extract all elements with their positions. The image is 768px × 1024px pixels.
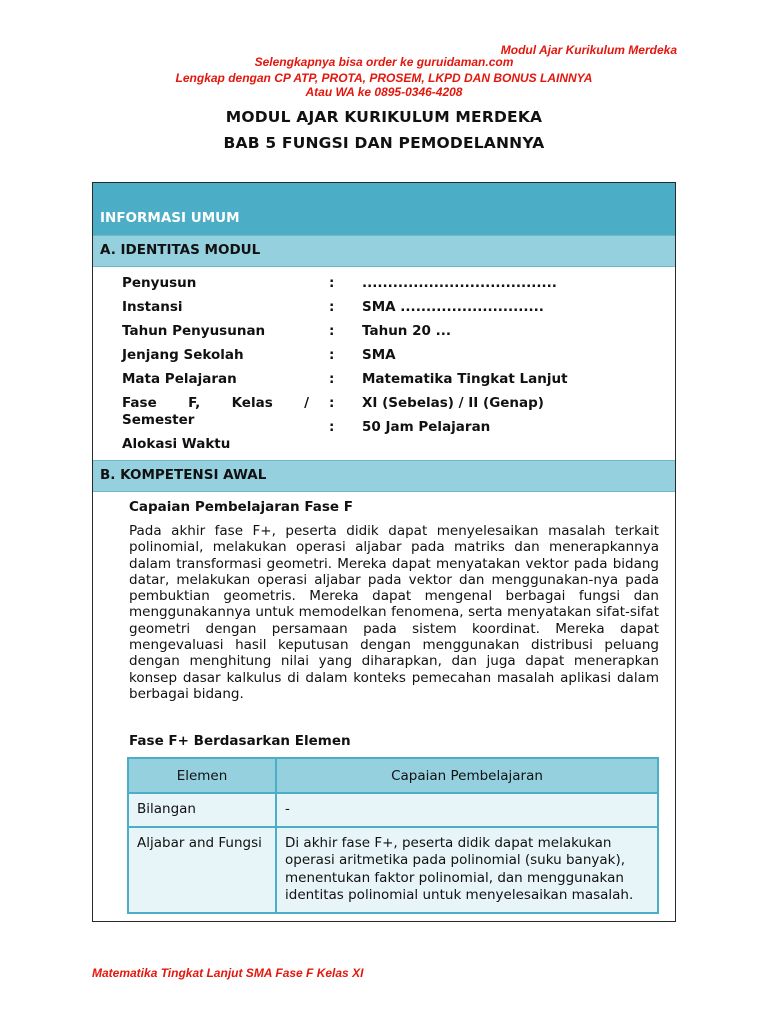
table-cell-elemen: Bilangan	[128, 793, 276, 827]
id-label: Instansi	[122, 299, 183, 315]
general-info-band	[93, 183, 675, 235]
table-header-elemen: Elemen	[128, 758, 276, 793]
id-label: Tahun Penyusunan	[122, 323, 266, 339]
cp-title: Capaian Pembelajaran Fase F	[129, 499, 353, 515]
id-label	[122, 395, 309, 411]
id-label: Mata Pelajaran	[122, 371, 237, 387]
id-label-word: F,	[188, 395, 201, 411]
id-value: 50 Jam Pelajaran	[362, 419, 491, 435]
promo-line-2: Lengkap dengan CP ATP, PROTA, PROSEM, LKPD DAN BONUS LAINNYA	[175, 71, 593, 85]
elemen-table	[127, 757, 659, 914]
id-colon: :	[329, 275, 335, 291]
id-label: Jenjang Sekolah	[122, 347, 244, 363]
id-value: Matematika Tingkat Lanjut	[362, 371, 568, 387]
general-info-heading: INFORMASI UMUM	[100, 210, 240, 226]
section-b-heading: B. KOMPETENSI AWAL	[100, 467, 267, 483]
id-colon: :	[329, 347, 335, 363]
id-label-word: Kelas	[231, 395, 273, 411]
promo-line-1: Selengkapnya bisa order ke guruidaman.com	[254, 55, 514, 69]
table-header-row	[128, 758, 658, 793]
chapter-title: BAB 5 FUNGSI DAN PEMODELANNYA	[223, 134, 545, 152]
info-frame	[92, 182, 676, 922]
id-label-word: /	[304, 395, 309, 411]
table-cell-elemen: Aljabar and Fungsi	[128, 827, 276, 913]
id-value: SMA ............................	[362, 299, 544, 315]
table-cell-capaian: -	[276, 793, 658, 827]
section-a-band	[93, 235, 675, 267]
id-value: ......................................	[362, 275, 557, 291]
table-cell-capaian: Di akhir fase F+, peserta didik dapat melakukan operasi aritmetika pada polinomial (suku banyak), menentukan faktor polinomial, dan menggunakan identitas polinomial untuk menyelesaikan masalah.	[276, 827, 658, 913]
id-value: Tahun 20 ...	[362, 323, 451, 339]
id-colon: :	[329, 395, 335, 411]
promo-line-3: Atau WA ke 0895-0346-4208	[305, 85, 463, 99]
id-label: Alokasi Waktu	[122, 436, 231, 452]
id-value: XI (Sebelas) / II (Genap)	[362, 395, 544, 411]
id-label-word: Fase	[122, 395, 157, 411]
table-row	[128, 793, 658, 827]
id-label-line2: Semester	[122, 412, 195, 428]
cp-paragraph: Pada akhir fase F+, peserta didik dapat menyelesaikan masalah terkait polinomial, melakukan operasi aljabar pada matriks dan menerapkannya dalam transformasi geometri. Mereka dapat menyatakan vektor pada bidang datar, melakukan operasi aljabar pada vektor dan menggunakan-nya pada pembuktian geometris. Mereka dapat mengenal berbagai fungsi dan menggunakannya untuk memodelkan fenomena, serta menyatakan sifat-sifat geometri dengan persamaan pada sistem koordinat. Mereka dapat mengevaluasi hasil keputusan dengan menggunakan distribusi peluang dengan menghitung nilai yang diharapkan, dan juga dapat menerapkan konsep dasar kalkulus di dalam konteks pemecahan masalah aplikasi dalam berbagai bidang.	[129, 523, 659, 702]
id-colon: :	[329, 323, 335, 339]
header-top-right: Modul Ajar Kurikulum Merdeka	[500, 43, 677, 57]
section-a-heading: A. IDENTITAS MODUL	[100, 242, 261, 258]
document-title: MODUL AJAR KURIKULUM MERDEKA	[225, 108, 543, 126]
page-footer: Matematika Tingkat Lanjut SMA Fase F Kelas XI	[92, 966, 364, 980]
elemen-title: Fase F+ Berdasarkan Elemen	[129, 733, 351, 749]
id-value: SMA	[362, 347, 396, 363]
id-colon: :	[329, 419, 335, 435]
table-row	[128, 827, 658, 913]
table-header-capaian: Capaian Pembelajaran	[276, 758, 658, 793]
id-colon: :	[329, 299, 335, 315]
id-label: Penyusun	[122, 275, 197, 291]
id-colon: :	[329, 371, 335, 387]
section-b-band	[93, 460, 675, 492]
